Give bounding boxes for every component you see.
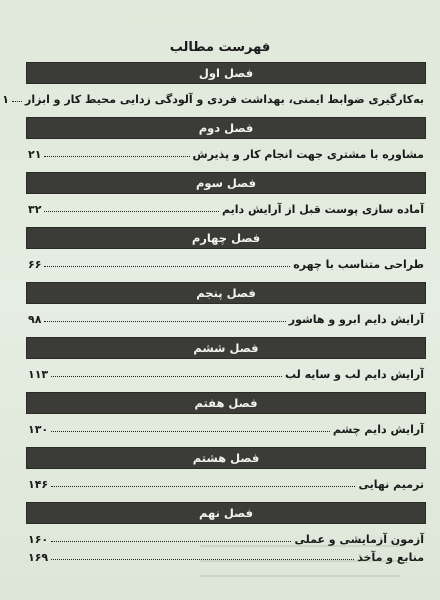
chapter-7 — [26, 392, 426, 436]
dot-leader — [51, 376, 282, 377]
chapter-1 — [2, 62, 426, 106]
chapter-heading: فصل سوم — [26, 172, 426, 194]
chapter-2 — [26, 117, 426, 161]
entry-title: به‌کارگیری ضوابط ایمنی، بهداشت فردی و آلودگی زدایی محیط کار و ابزار — [25, 93, 424, 106]
entry-title: طراحی متناسب با چهره — [293, 258, 424, 271]
chapter-heading: فصل چهارم — [26, 227, 426, 249]
bleed-through-line — [200, 545, 400, 547]
dot-leader — [44, 156, 189, 157]
chapter-heading: فصل ششم — [26, 337, 426, 359]
entry-title: آرایش دایم ابرو و هاشور — [288, 313, 424, 326]
page-number: ۹۸ — [28, 313, 42, 326]
chapter-8 — [26, 447, 426, 491]
chapter-heading: فصل دوم — [26, 117, 426, 139]
page-number: ۱ — [2, 93, 9, 106]
chapter-9 — [26, 502, 426, 564]
entry-title: آرایش دایم لب و سایه لب — [284, 368, 424, 381]
entry-title: مشاوره با مشتری جهت انجام کار و پذیرش — [192, 148, 424, 161]
entry-title: ترمیم نهایی — [358, 478, 424, 491]
bleed-through-line — [200, 575, 400, 577]
page-number: ۱۳۰ — [28, 423, 49, 436]
chapter-heading: فصل پنجم — [26, 282, 426, 304]
dot-leader — [51, 431, 330, 432]
dot-leader — [12, 101, 22, 102]
chapter-6 — [26, 337, 426, 381]
toc-entry[interactable] — [26, 414, 426, 436]
toc-entry[interactable] — [26, 249, 426, 271]
chapter-heading: فصل هفتم — [26, 392, 426, 414]
dot-leader — [51, 486, 355, 487]
entry-title: منابع و مآخذ — [357, 551, 424, 564]
toc-entry[interactable] — [26, 359, 426, 381]
entry-title: آرایش دایم چشم — [332, 423, 424, 436]
toc-entry[interactable] — [26, 139, 426, 161]
dot-leader — [51, 541, 291, 542]
toc-entry[interactable] — [26, 304, 426, 326]
toc-entry[interactable] — [26, 469, 426, 491]
page-number: ۶۶ — [28, 258, 42, 271]
page-number: ۳۲ — [28, 203, 42, 216]
page-number: ۲۱ — [28, 148, 42, 161]
chapter-3 — [26, 172, 426, 216]
page-number: ۱۶۹ — [28, 551, 49, 564]
dot-leader — [44, 321, 285, 322]
page-number: ۱۴۶ — [28, 478, 49, 491]
toc-entry[interactable] — [2, 84, 426, 106]
page-number: ۱۱۳ — [28, 368, 49, 381]
dot-leader — [44, 211, 219, 212]
toc-entry[interactable] — [26, 194, 426, 216]
entry-title: آزمون آزمایشی و عملی — [294, 533, 424, 546]
dot-leader — [44, 266, 290, 267]
table-of-contents — [2, 62, 426, 575]
entry-title: آماده سازی پوست قبل از آرایش دایم — [221, 203, 424, 216]
page-title: فهرست مطالب — [169, 40, 271, 55]
chapter-heading: فصل نهم — [26, 502, 426, 524]
chapter-heading: فصل اول — [26, 62, 426, 84]
bleed-through-line — [200, 560, 400, 562]
chapter-5 — [26, 282, 426, 326]
chapter-4 — [26, 227, 426, 271]
page-number: ۱۶۰ — [28, 533, 49, 546]
chapter-heading: فصل هشتم — [26, 447, 426, 469]
